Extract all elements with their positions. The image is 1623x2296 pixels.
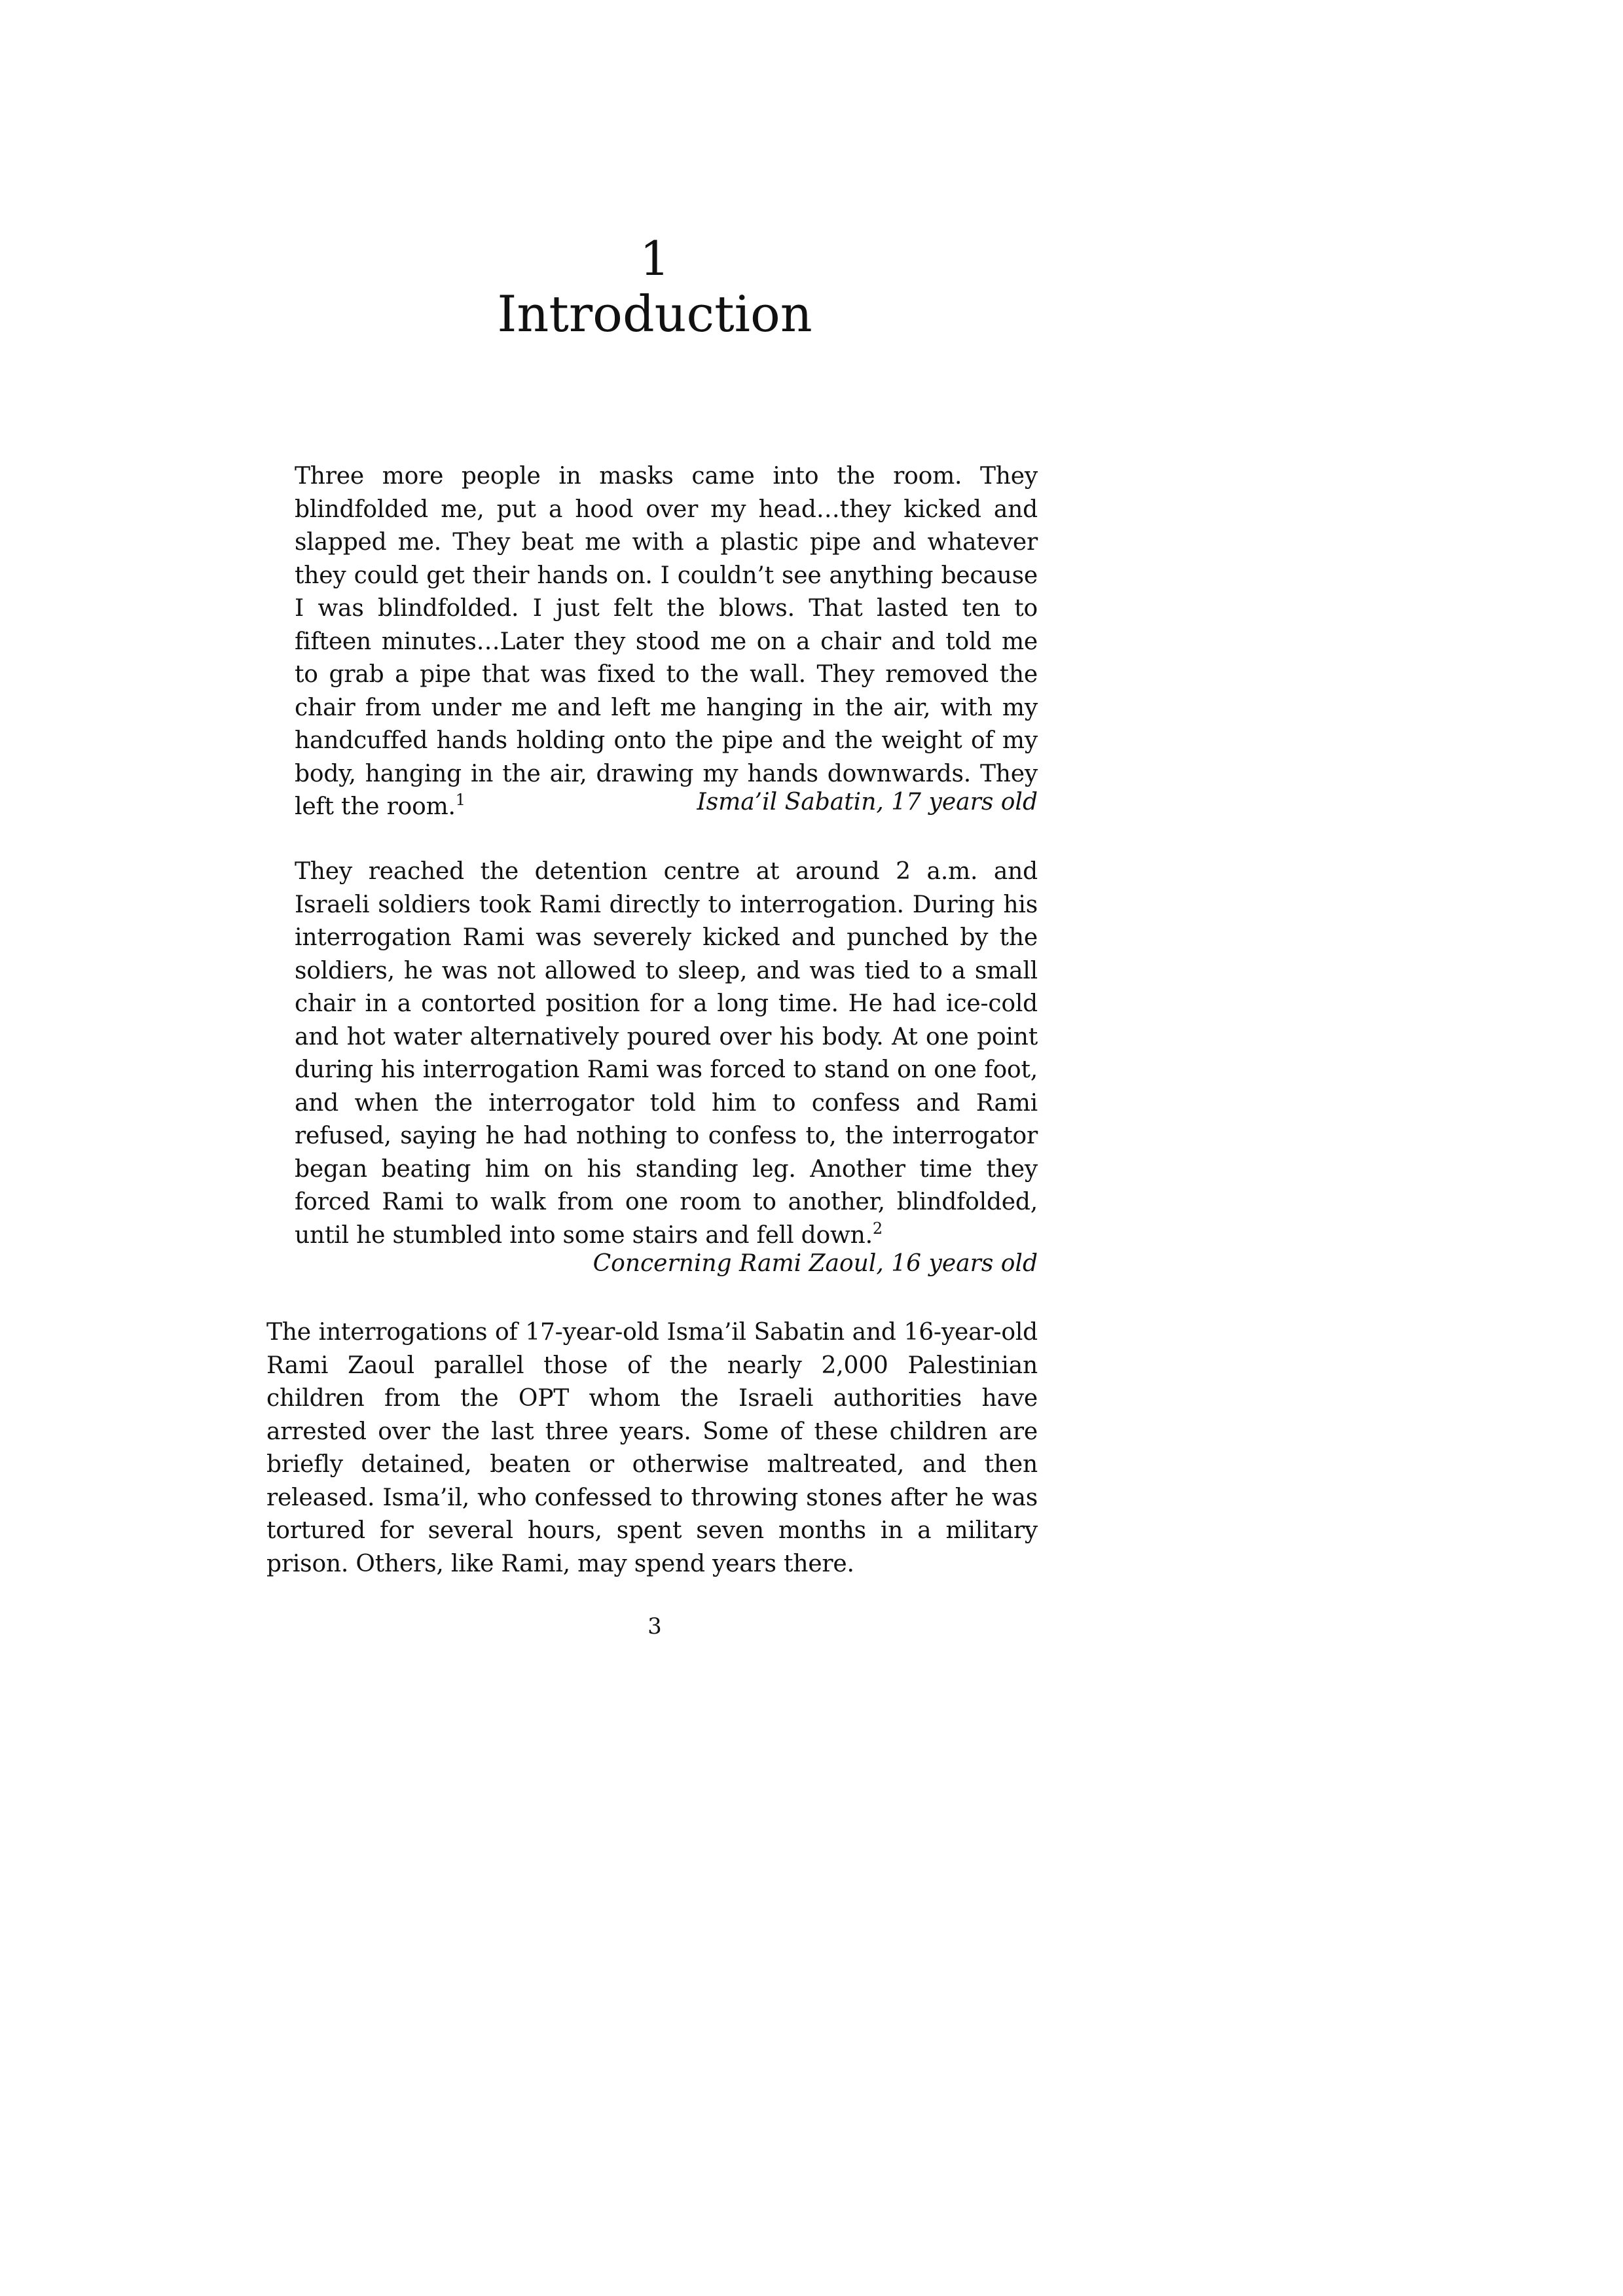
page-number: 3 (647, 1613, 662, 1640)
body-paragraph: The interrogations of 17-year-old Isma’il Sabatin and 16-year-old Rami Zaoul parallel those of the nearly 2,000 Palestinian children from the OPT whom the Israeli authorities have arrested over the last three years. Some of these children are briefly detained, beaten or otherwise maltreated, and then released. Isma’il, who confessed to throwing stones after he was tortured for several hours, spent seven months in a military prison. Others, like Rami, may spend years there. (266, 1319, 1038, 1577)
chapter-number: 1 (640, 231, 670, 286)
chapter-title: Introduction (497, 285, 812, 343)
footnote-marker-1: 1 (455, 791, 465, 809)
footnote-marker-2: 2 (872, 1219, 883, 1238)
quote-2-text: They reached the detention centre at around 2 a.m. and Israeli soldiers took Rami directly to interrogation. During his interrogation Rami was severely kicked and punched by the soldiers, he was not allowed to sleep, and was tied to a small chair in a contorted position for a long time. He had ice-cold and hot water alternatively poured over his body. At one point during his interrogation Rami was forced to stand on one foot, and when the interrogator told him to confess and Rami refused, saying he had nothing to confess to, the interrogator began beating him on his standing leg. Another time they forced Rami to walk from one room to another, blindfolded, until he stumbled into some stairs and fell down. (295, 858, 1038, 1249)
quote-2 (295, 855, 1038, 1252)
quote-1-attribution: Isma’il Sabatin, 17 years old (697, 789, 1038, 816)
quote-2-attribution: Concerning Rami Zaoul, 16 years old (593, 1250, 1038, 1277)
quote-1-text: Three more people in masks came into the room. They blindfolded me, put a hood over my head…they kicked and slapped me. They beat me with a plastic pipe and whatever they could get their hands on. I couldn’t see anything because I was blindfolded. I just felt the blows. That lasted ten to fifteen minutes…Later they stood me on a chair and told me to grab a pipe that was fixed to the wall. They removed the chair from under me and left me hanging in the air, with my handcuffed hands holding onto the pipe and the weight of my body, hanging in the air, drawing my hands downwards. They left the room. (295, 463, 1038, 820)
quote-1 (295, 460, 1038, 824)
